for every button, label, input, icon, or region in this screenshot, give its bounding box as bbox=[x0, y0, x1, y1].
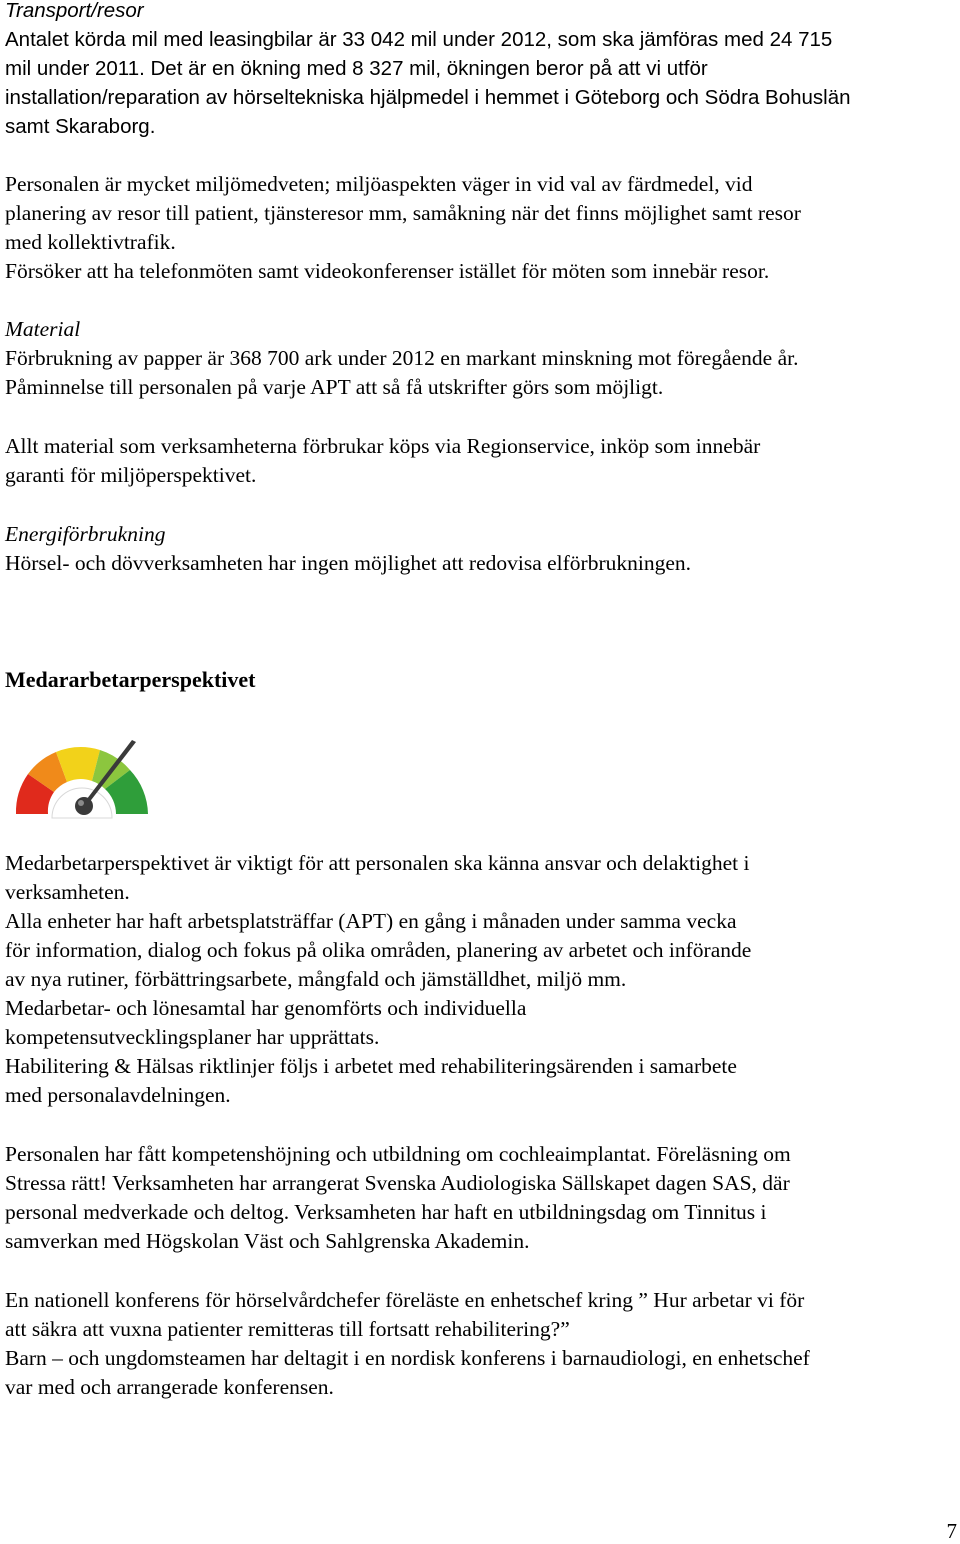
speedometer-gauge-icon bbox=[12, 722, 152, 822]
material-paragraph-2: Allt material som verksamheterna förbrukar köps via Regionservice, inköp som innebär garanti för miljöperspektivet. bbox=[5, 434, 761, 487]
coworker-paragraph-3: En nationell konferens för hörselvårdchefer föreläste en enhetschef kring ” Hur arbetar vi för att säkra att vuxna patienter remitteras till fortsatt rehabilitering?” Barn – och ungdomsteamen har deltagit i en nordisk konferens i barnaudiologi, en enhetschef var med och arrangerade konferensen. bbox=[5, 1288, 810, 1399]
transport-paragraph-2: Personalen är mycket miljömedveten; miljöaspekten väger in vid val av färdmedel, vid planering av resor till patient, tjänsteresor mm, samåkning när det finns möjlighet samt resor med kollektivtrafik. bbox=[5, 172, 801, 254]
transport-paragraph-1: Antalet körda mil med leasingbilar är 33 042 mil under 2012, som ska jämföras med 24 715 mil under 2011. Det är en ökning med 8 327 mil, ökningen beror på att vi utför installation/reparation av hörseltekniska hjälpmedel i hemmet i Göteborg och Södra Bohuslän samt Skaraborg. bbox=[5, 28, 851, 138]
page-number: 7 bbox=[946, 1519, 957, 1543]
energy-paragraph-1: Hörsel- och dövverksamheten har ingen möjlighet att redovisa elförbrukningen. bbox=[5, 551, 692, 575]
gauge-needle-base bbox=[75, 797, 93, 815]
coworker-paragraph-2: Personalen har fått kompetenshöjning och utbildning om cochleaimplantat. Föreläsning om Stressa rätt! Verksamheten har arrangerat Svenska Audiologiska Sällskapet dagen SAS, där personal medverkade och deltog. Verksamheten har haft en utbildningsdag om Tinnitus i samverkan med Högskolan Väst och Sahlgrenska Akademin. bbox=[5, 1142, 791, 1253]
coworker-heading: Medararbetarperspektivet bbox=[5, 667, 256, 692]
material-heading: Material bbox=[5, 317, 81, 341]
transport-paragraph-3: Försöker att ha telefonmöten samt videokonferenser istället för möten som innebär resor. bbox=[5, 259, 770, 283]
energy-heading: Energiförbrukning bbox=[5, 522, 166, 546]
material-paragraph-1: Förbrukning av papper är 368 700 ark under 2012 en markant minskning mot föregående år. Påminnelse till personalen på varje APT att så få utskrifter görs som möjligt. bbox=[5, 346, 799, 399]
coworker-paragraph-1: Medarbetarperspektivet är viktigt för att personalen ska känna ansvar och delaktighet i verksamheten. Alla enheter har haft arbetsplatsträffar (APT) en gång i månaden under samma vecka för information, dialog och fokus på olika områden, planering av arbetet och införande av nya rutiner, förbättringsarbete, mångfald och jämställdhet, miljö mm. Medarbetar- och lönesamtal har genomförts och individuella kompetensutvecklingsplaner har upprättats. Habilitering & Hälsas riktlinjer följs i arbetet med rehabiliteringsärenden i samarbete med personalavdelningen. bbox=[5, 851, 752, 1107]
transport-heading: Transport/resor bbox=[5, 0, 144, 22]
